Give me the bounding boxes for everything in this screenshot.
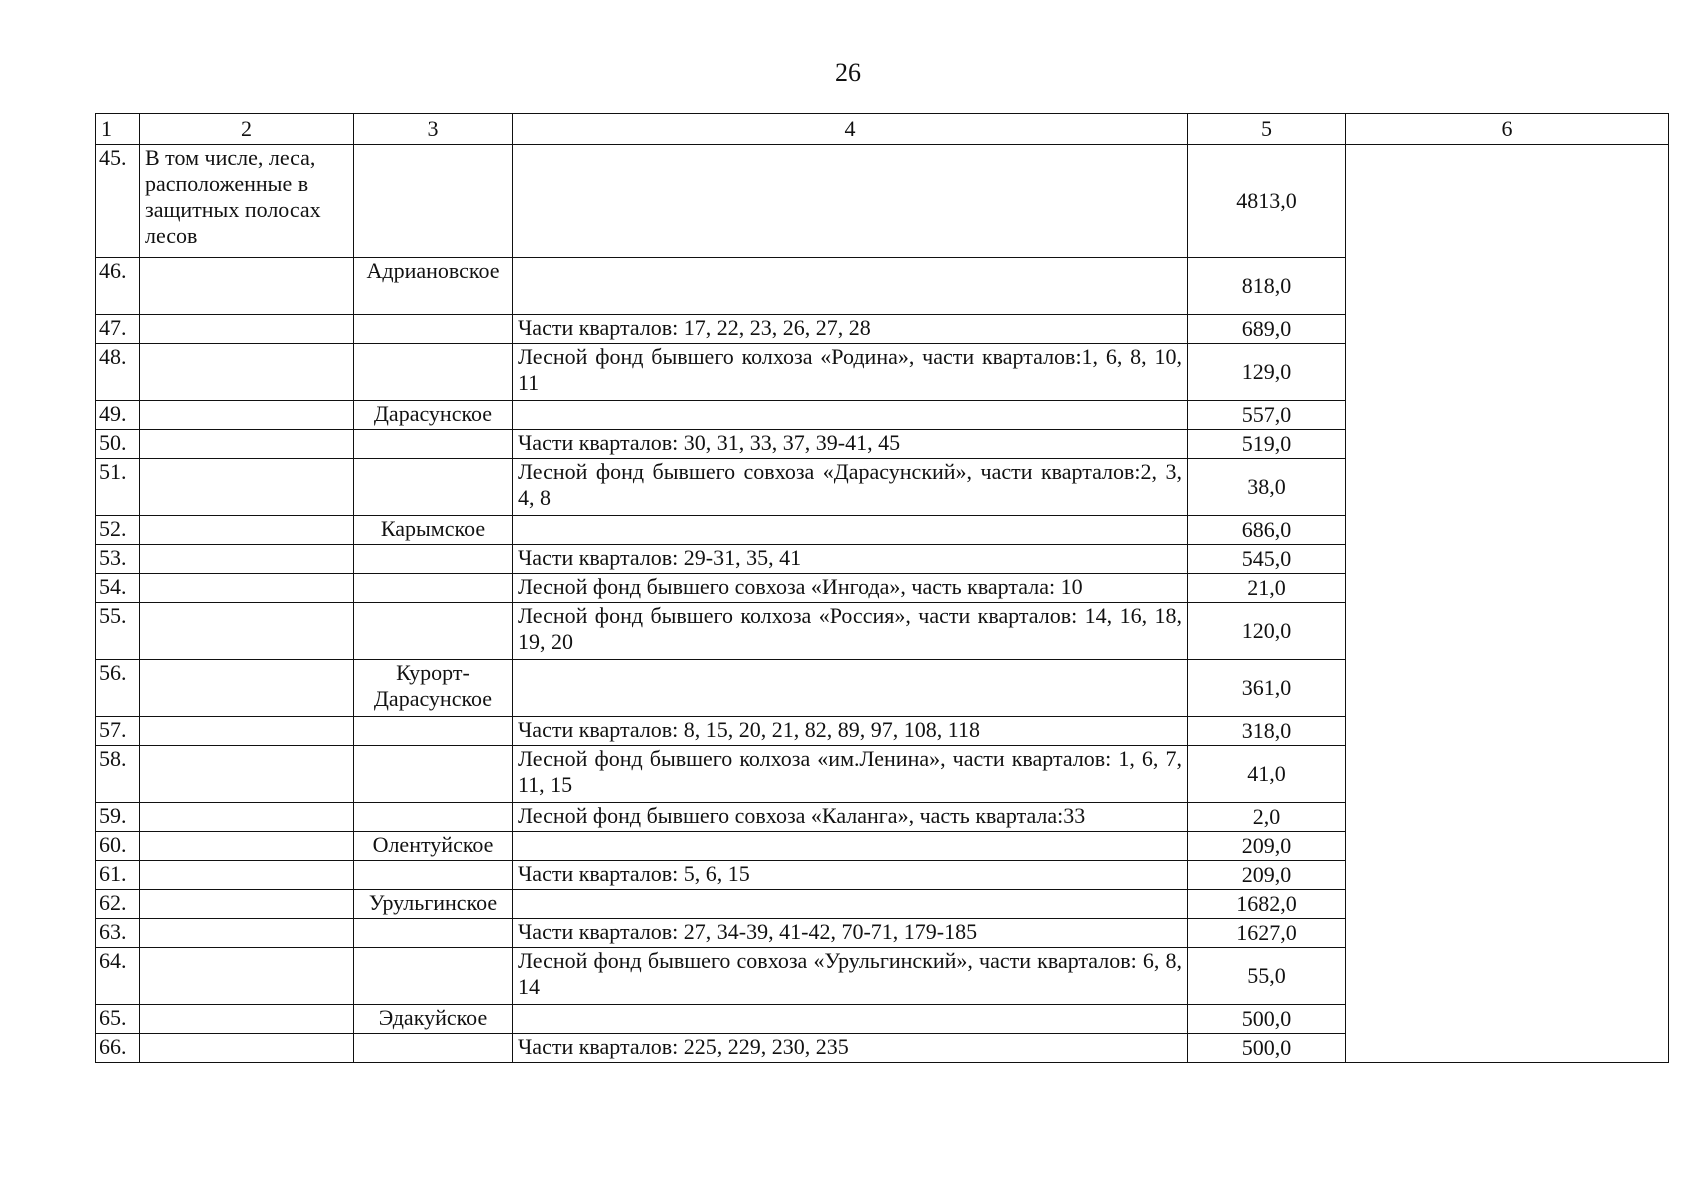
forestry-cell [354,574,513,603]
forestry-cell [354,545,513,574]
forestry-cell [354,861,513,890]
forestry-cell: Адриановское [354,258,513,315]
header-row [96,114,1669,145]
row-number-cell: 50. [96,430,140,459]
notes-cell [1346,145,1669,1063]
description-cell [513,660,1188,717]
column-header: 5 [1188,114,1346,145]
row-number-cell: 53. [96,545,140,574]
area-cell: 120,0 [1188,603,1346,660]
category-cell: В том числе, леса, расположенные в защитных полосах лесов [140,145,354,258]
area-cell: 4813,0 [1188,145,1346,258]
table-row [96,145,1669,258]
forestry-cell: Карымское [354,516,513,545]
description-cell [513,401,1188,430]
category-cell [140,344,354,401]
category-cell [140,545,354,574]
description-cell [513,145,1188,258]
category-cell [140,919,354,948]
area-cell: 545,0 [1188,545,1346,574]
category-cell [140,430,354,459]
forestry-cell [354,717,513,746]
category-cell [140,832,354,861]
category-cell [140,890,354,919]
row-number-cell: 45. [96,145,140,258]
row-number-cell: 48. [96,344,140,401]
area-cell: 686,0 [1188,516,1346,545]
column-header: 1 [96,114,140,145]
row-number-cell: 55. [96,603,140,660]
area-cell: 38,0 [1188,459,1346,516]
category-cell [140,717,354,746]
description-cell: Части кварталов: 30, 31, 33, 37, 39-41, 45 [513,430,1188,459]
forestry-cell [354,430,513,459]
row-number-cell: 58. [96,746,140,803]
description-cell: Части кварталов: 5, 6, 15 [513,861,1188,890]
description-cell: Части кварталов: 8, 15, 20, 21, 82, 89, 97, 108, 118 [513,717,1188,746]
forestry-cell [354,344,513,401]
area-cell: 500,0 [1188,1034,1346,1063]
category-cell [140,948,354,1005]
description-cell [513,832,1188,861]
area-cell: 41,0 [1188,746,1346,803]
forest-register-table [95,113,1669,1063]
area-cell: 689,0 [1188,315,1346,344]
description-cell: Лесной фонд бывшего колхоза «Россия», части кварталов: 14, 16, 18, 19, 20 [513,603,1188,660]
area-cell: 500,0 [1188,1005,1346,1034]
forestry-cell [354,459,513,516]
column-header: 2 [140,114,354,145]
forestry-cell [354,919,513,948]
forestry-cell: Олентуйское [354,832,513,861]
category-cell [140,603,354,660]
forestry-cell [354,948,513,1005]
column-header: 6 [1346,114,1669,145]
forestry-cell: Урульгинское [354,890,513,919]
description-cell: Части кварталов: 27, 34-39, 41-42, 70-71, 179-185 [513,919,1188,948]
row-number-cell: 51. [96,459,140,516]
category-cell [140,746,354,803]
description-cell: Лесной фонд бывшего совхоза «Каланга», часть квартала:33 [513,803,1188,832]
row-number-cell: 66. [96,1034,140,1063]
area-cell: 55,0 [1188,948,1346,1005]
row-number-cell: 64. [96,948,140,1005]
category-cell [140,861,354,890]
area-cell: 1682,0 [1188,890,1346,919]
area-cell: 209,0 [1188,861,1346,890]
row-number-cell: 65. [96,1005,140,1034]
row-number-cell: 49. [96,401,140,430]
area-cell: 21,0 [1188,574,1346,603]
row-number-cell: 47. [96,315,140,344]
forestry-cell [354,1034,513,1063]
category-cell [140,258,354,315]
area-cell: 361,0 [1188,660,1346,717]
row-number-cell: 60. [96,832,140,861]
row-number-cell: 54. [96,574,140,603]
category-cell [140,315,354,344]
description-cell: Лесной фонд бывшего совхоза «Ингода», часть квартала: 10 [513,574,1188,603]
forestry-cell [354,803,513,832]
column-header: 3 [354,114,513,145]
forestry-cell [354,145,513,258]
area-cell: 818,0 [1188,258,1346,315]
area-cell: 1627,0 [1188,919,1346,948]
column-header: 4 [513,114,1188,145]
description-cell [513,1005,1188,1034]
description-cell [513,258,1188,315]
category-cell [140,401,354,430]
row-number-cell: 57. [96,717,140,746]
category-cell [140,516,354,545]
area-cell: 129,0 [1188,344,1346,401]
category-cell [140,1005,354,1034]
forestry-cell [354,315,513,344]
description-cell: Лесной фонд бывшего совхоза «Дарасунский», части кварталов:2, 3, 4, 8 [513,459,1188,516]
category-cell [140,574,354,603]
forestry-cell: Эдакуйское [354,1005,513,1034]
table-body [96,145,1669,1063]
category-cell [140,803,354,832]
forestry-cell: Дарасунское [354,401,513,430]
area-cell: 557,0 [1188,401,1346,430]
description-cell [513,890,1188,919]
category-cell [140,660,354,717]
description-cell: Лесной фонд бывшего колхоза «им.Ленина», части кварталов: 1, 6, 7, 11, 15 [513,746,1188,803]
row-number-cell: 63. [96,919,140,948]
row-number-cell: 62. [96,890,140,919]
area-cell: 209,0 [1188,832,1346,861]
description-cell: Части кварталов: 225, 229, 230, 235 [513,1034,1188,1063]
row-number-cell: 61. [96,861,140,890]
description-cell: Лесной фонд бывшего совхоза «Урульгинский», части кварталов: 6, 8, 14 [513,948,1188,1005]
row-number-cell: 52. [96,516,140,545]
area-cell: 519,0 [1188,430,1346,459]
area-cell: 318,0 [1188,717,1346,746]
forestry-cell [354,746,513,803]
row-number-cell: 56. [96,660,140,717]
description-cell: Лесной фонд бывшего колхоза «Родина», части кварталов:1, 6, 8, 10, 11 [513,344,1188,401]
page-number: 26 [835,58,861,87]
row-number-cell: 59. [96,803,140,832]
forestry-cell [354,603,513,660]
area-cell: 2,0 [1188,803,1346,832]
description-cell: Части кварталов: 17, 22, 23, 26, 27, 28 [513,315,1188,344]
row-number-cell: 46. [96,258,140,315]
description-cell [513,516,1188,545]
description-cell: Части кварталов: 29-31, 35, 41 [513,545,1188,574]
forestry-cell: Курорт-Дарасунское [354,660,513,717]
category-cell [140,459,354,516]
category-cell [140,1034,354,1063]
